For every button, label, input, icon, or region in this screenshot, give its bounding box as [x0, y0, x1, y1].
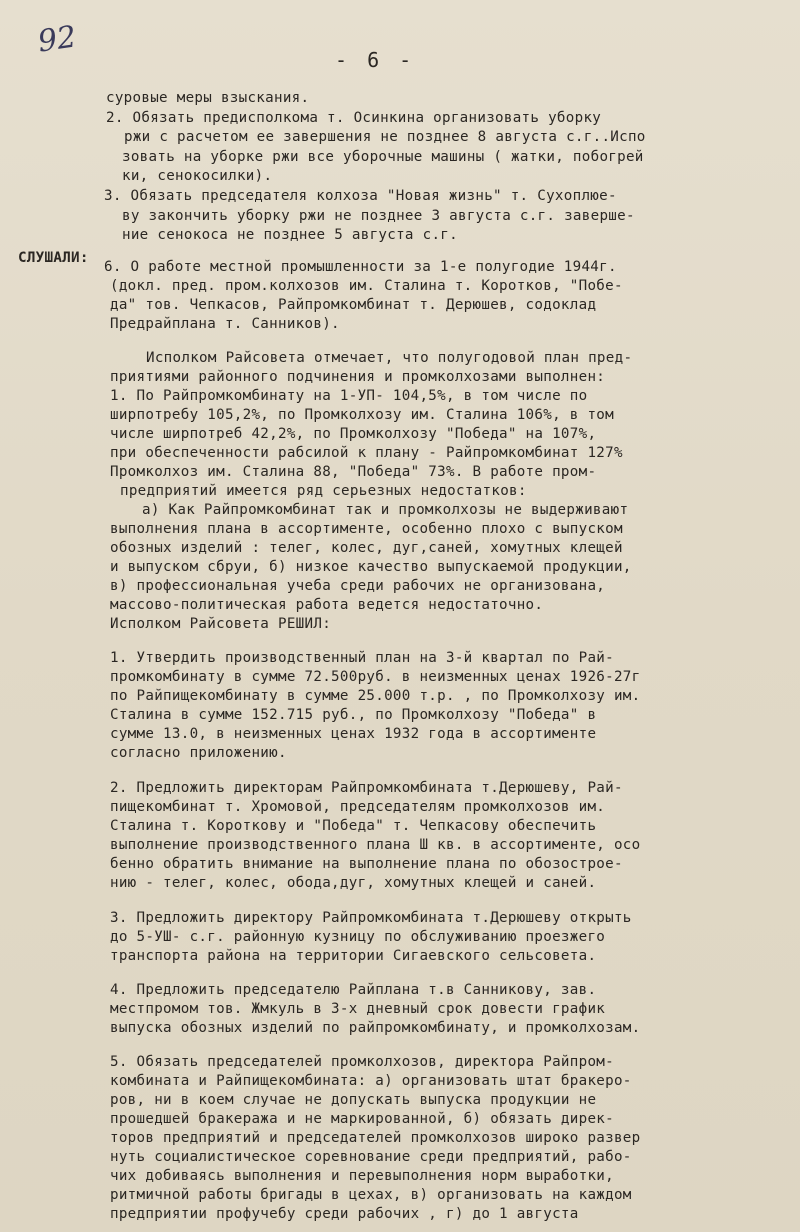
- text-line: промкомбинату в сумме 72.500руб. в неизменных ценах 1926-27г: [110, 669, 641, 685]
- text-line: приятиями районного подчинения и промколхозами выполнен:: [110, 369, 606, 385]
- text-line: в) профессиональная учеба среди рабочих не организована,: [110, 578, 606, 594]
- text-line: сумме 13.0, в неизменных ценах 1932 года в ассортименте: [110, 726, 597, 742]
- page-number: - 6 -: [335, 48, 416, 72]
- text-line: до 5-УШ- с.г. районную кузницу по обслуживанию проезжего: [110, 929, 606, 945]
- text-line: Промколхоз им. Сталина 88, "Победа" 73%. В работе пром-: [110, 464, 597, 480]
- text-line: да" тов. Чепкасов, Райпромкомбинат т. Дерюшев, содоклад: [110, 297, 597, 313]
- text-line: Сталина т. Короткову и "Победа" т. Чепкасову обеспечить: [110, 818, 597, 834]
- text-line: при обеспеченности рабсилой к плану - Райпромкомбинат 127%: [110, 445, 623, 461]
- text-line: суровые меры взыскания.: [106, 90, 310, 106]
- text-line: и выпуском сбруи, б) низкое качество выпускаемой продукции,: [110, 559, 632, 575]
- text-line: ние сенокоса не позднее 5 августа с.г.: [122, 227, 458, 243]
- text-line: 2. Обязать предисполкома т. Осинкина организовать уборку: [106, 110, 602, 126]
- handwritten-page-number: 92: [35, 19, 79, 60]
- text-line: чих добиваясь выполнения и перевыполнения норм выработки,: [110, 1168, 614, 1184]
- text-line: 3. Обязать председателя колхоза "Новая жизнь" т. Сухоплюе-: [104, 188, 617, 204]
- text-line: выпуска обозных изделий по райпромкомбинату, и промколхозам.: [110, 1020, 641, 1036]
- text-line: предприятии профучебу среди рабочих , г) до 1 августа: [110, 1206, 579, 1222]
- text-line: Предрайплана т. Санников).: [110, 316, 340, 332]
- text-line: по Райпищекомбинату в сумме 25.000 т.р. , по Промколхозу им.: [110, 688, 641, 704]
- heading-label: СЛУШАЛИ:: [18, 250, 89, 266]
- text-line: Исполком Райсовета РЕШИЛ:: [110, 616, 332, 632]
- text-line: ки, сенокосилки).: [122, 168, 273, 184]
- text-line: 1. По Райпромкомбинату на 1-УП- 104,5%, в том числе по: [110, 388, 588, 404]
- text-line: 6. О работе местной промышленности за 1-е полугодие 1944г.: [104, 259, 617, 275]
- text-line: выполнения плана в ассортименте, особенно плохо с выпуском: [110, 521, 623, 537]
- text-line: бенно обратить внимание на выполнение плана по обозостроe-: [110, 856, 623, 872]
- text-line: прошедшей бракеража и не маркированной, б) обязать дирек-: [110, 1111, 614, 1127]
- text-line: 5. Обязать председателей промколхозов, директора Райпром-: [110, 1054, 614, 1070]
- text-line: ритмичной работы бригады в цехах, в) организовать на каждом: [110, 1187, 632, 1203]
- text-line: согласно приложению.: [110, 745, 287, 761]
- text-line: местпромом тов. Жмкуль в 3-х дневный срок довести график: [110, 1001, 606, 1017]
- text-line: предприятий имеется ряд серьезных недостатков:: [120, 483, 527, 499]
- text-line: ширпотребу 105,2%, по Промколхозу им. Сталина 106%, в том: [110, 407, 614, 423]
- text-line: а) Как Райпромкомбинат так и промколхозы не выдерживают: [142, 502, 629, 518]
- text-line: числе ширпотреб 42,2%, по Промколхозу "Победа" на 107%,: [110, 426, 597, 442]
- text-line: ву закончить уборку ржи не позднее 3 августа с.г. заверше-: [122, 208, 635, 224]
- text-line: ржи с расчетом ее завершения не позднее 8 августа с.г..Испо: [124, 129, 646, 145]
- text-line: зовать на уборке ржи все уборочные машины ( жатки, побогрей: [122, 149, 644, 165]
- text-line: Исполком Райсовета отмечает, что полугодовой план пред-: [146, 350, 633, 366]
- text-line: 4. Предложить председателю Райплана т.в Санникову, зав.: [110, 982, 597, 998]
- text-line: ров, ни в коем случае не допускать выпуска продукции не: [110, 1092, 597, 1108]
- text-line: нию - телег, колес, обода,дуг, хомутных клещей и саней.: [110, 875, 597, 891]
- text-line: нуть социалистическое соревнование среди предприятий, рабо-: [110, 1149, 632, 1165]
- text-line: 2. Предложить директорам Райпромкомбината т.Дерюшеву, Рай-: [110, 780, 623, 796]
- text-line: обозных изделий : телег, колес, дуг,саней, хомутных клещей: [110, 540, 623, 556]
- text-line: массово-политическая работа ведется недостаточно.: [110, 597, 544, 613]
- text-line: 3. Предложить директору Райпромкомбината т.Дерюшеву открыть: [110, 910, 632, 926]
- text-line: выполнение производственного плана Ш кв. в ассортименте, осо: [110, 837, 641, 853]
- text-line: (докл. пред. пром.колхозов им. Сталина т. Коротков, "Побе-: [110, 278, 623, 294]
- text-line: Сталина в сумме 152.715 руб., по Промколхозу "Победа" в: [110, 707, 597, 723]
- text-line: торов предприятий и председателей промколхозов широко развер: [110, 1130, 641, 1146]
- text-line: транспорта района на территории Сигаевского сельсовета.: [110, 948, 597, 964]
- text-line: комбината и Райпищекомбината: а) организовать штат бракеро-: [110, 1073, 632, 1089]
- text-line: пищекомбинат т. Хромовой, председателям промколхозов им.: [110, 799, 606, 815]
- text-line: 1. Утвердить производственный план на 3-й квартал по Рай-: [110, 650, 614, 666]
